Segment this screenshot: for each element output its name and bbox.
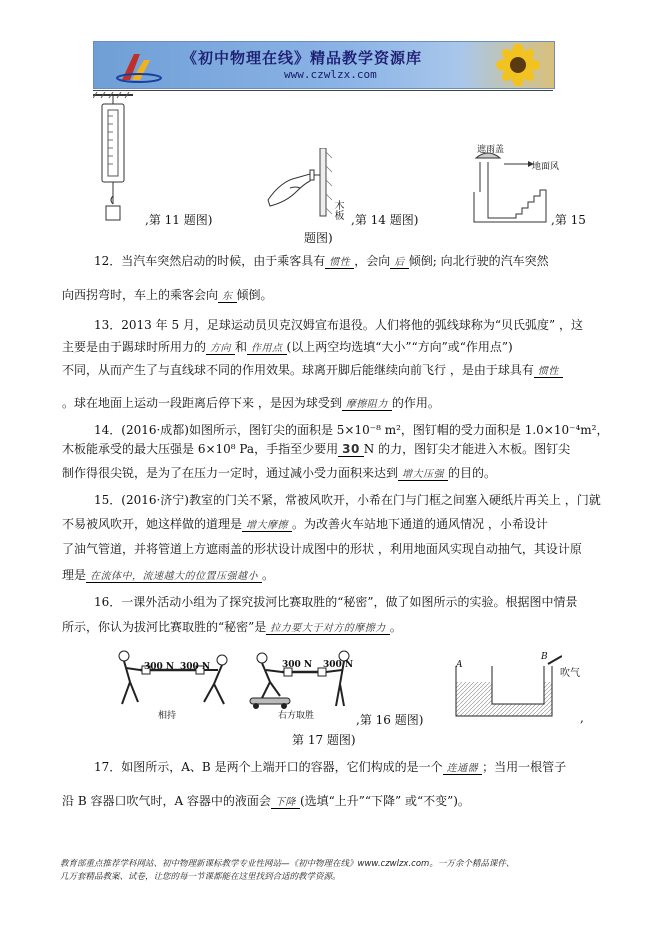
q17-line2: 沿 B 容器口吹气时，A 容器中的液面会 下降 (选填“上升”“下降” 或“不变”)。: [62, 794, 470, 808]
force-label-2: 300 N: [180, 662, 211, 672]
banner-title: 《初中物理在线》精品教学资源库: [182, 49, 423, 67]
force-label-1: 300 N: [144, 662, 175, 672]
caption-fig17-comma: ,: [580, 711, 584, 725]
site-logo: [114, 46, 164, 84]
q13-answer-2: 作用点: [247, 339, 287, 355]
caption-fig15-cont: 题图): [304, 231, 333, 245]
caption-fig17: 第 17 题图): [292, 733, 356, 747]
ventilation-figure: [470, 146, 550, 224]
q12-line2: 向西拐弯时，车上的乘客会向 东 倾倒。: [62, 288, 273, 302]
q14-line3: 制作得很尖锐，是为了在压力一定时，通过减小受力面积来达到 增大压强 的目的。: [62, 466, 497, 480]
q13-line4: 。球在地面上运动一段距离后停下来 ，是因为球受到 摩擦阻力 的作用。: [62, 396, 440, 410]
q14-answer-2: 增大压强: [398, 465, 448, 481]
force-label-4: 300 N: [323, 660, 354, 670]
q16-line2: 所示，你认为拔河比赛取胜的“秘密”是 拉力要大于对方的摩擦力 。: [62, 620, 402, 634]
q13-line3: 不同，从而产生了与直线球不同的作用效果。球离开脚后能继续向前飞行 ，是由于球具有 惯性: [62, 361, 563, 378]
caption-fig15: ,第 15: [551, 213, 586, 227]
q14-line2: 木板能承受的最大压强是 6×10⁸ Pa，手指至少要用 30 N 的力，图钉尖才能进入木板。图钉尖: [62, 442, 571, 456]
q12-answer-1: 惯性: [325, 253, 354, 269]
q12-answer-3: 东: [218, 287, 237, 303]
q17-answer-1: 连通器: [443, 759, 483, 775]
caption-fig16: ,第 16 题图): [356, 713, 424, 727]
label-ground-wind: 地面风: [532, 162, 560, 172]
sunflower-icon: [488, 44, 548, 86]
q13-answer-4: 摩擦阻力: [342, 395, 392, 411]
q14-answer-1: 30: [338, 442, 364, 457]
q15-line4: 理是 在流体中，流速越大的位置压强越小 。: [62, 568, 275, 582]
footer-line-1: 教育部重点推荐学科网站、初中物理新课标教学专业性网站—《初中物理在线》www.czwlzx.com。一万余个精品课件、: [60, 859, 515, 869]
q15-answer-1: 增大摩擦: [242, 516, 292, 532]
q15-line3: 了油气管道，并将管道上方遮雨盖的形状设计成图中的形状 ，利用地面风实现自动抽气，其设计原: [62, 542, 582, 556]
label-stalemate: 相持: [158, 711, 177, 721]
q16-line1: 16．一课外活动小组为了探究拔河比赛取胜的“秘密”，做了如图所示的实验。根据图中情景: [94, 595, 578, 609]
q13-line2: 主要是由于踢球时所用力的 方向 和 作用点 (以上两空均选填“大小”“方向”或“作用点”): [62, 340, 513, 354]
q12-line1: 12．当汽车突然启动的时候，由于乘客具有 惯性 ，会向 后 倾倒; 向北行驶的汽车突然: [94, 254, 549, 268]
q17-answer-2: 下降: [271, 793, 300, 809]
label-container-a: A: [456, 660, 463, 670]
caption-fig14: ,第 14 题图): [351, 213, 419, 227]
q13-answer-3: 惯性: [534, 362, 563, 378]
connected-vessels-figure: [452, 652, 562, 720]
q14-line1: 14．(2016·成都)如图所示，图钉尖的面积是 5×10⁻⁸ m²，图钉帽的受力面积是 1.0×10⁻⁴m²，: [94, 423, 609, 437]
q15-answer-2: 在流体中，流速越大的位置压强越小: [86, 567, 262, 583]
banner-url: www.czwlzx.com: [284, 68, 377, 81]
label-right-wins: 右方取胜: [278, 711, 315, 721]
header-banner: [93, 41, 555, 89]
force-label-3: 300 N: [282, 660, 313, 670]
label-blow: 吹气: [560, 668, 580, 679]
q15-line2: 不易被风吹开，她这样做的道理是 增大摩擦 。为改善火车站地下通道的通风情况 ，小希设计: [62, 517, 548, 531]
label-board: 木板: [332, 200, 343, 220]
label-container-b: B: [541, 652, 548, 662]
spring-scale-figure: [93, 92, 143, 226]
q15-line1: 15．(2016·济宁)教室的门关不紧，常被风吹开，小希在门与门框之间塞入硬纸片再关上 ，门就: [94, 493, 601, 507]
q12-answer-2: 后: [390, 253, 409, 269]
footer-line-2: 几万套精品教案、试卷，让您的每一节课都能在这里找到合适的教学资源。: [60, 872, 341, 882]
label-rain-cover: 遮雨盖: [477, 145, 505, 155]
q17-line1: 17．如图所示，A、B 是两个上端开口的容器，它们构成的是一个 连通器 ；当用一根管子: [94, 760, 567, 774]
caption-fig11: ,第 11 题图): [145, 213, 213, 227]
page-footer: [60, 858, 600, 884]
q13-line1: 13．2013 年 5 月，足球运动员贝克汉姆宣布退役。人们将他的弧线球称为“贝氏弧度” ，这: [94, 318, 583, 332]
header-rule: [93, 90, 553, 91]
q13-answer-1: 方向: [206, 339, 235, 355]
q16-answer-1: 拉力要大于对方的摩擦力: [266, 619, 390, 635]
tug-of-war-figure: [112, 648, 352, 722]
